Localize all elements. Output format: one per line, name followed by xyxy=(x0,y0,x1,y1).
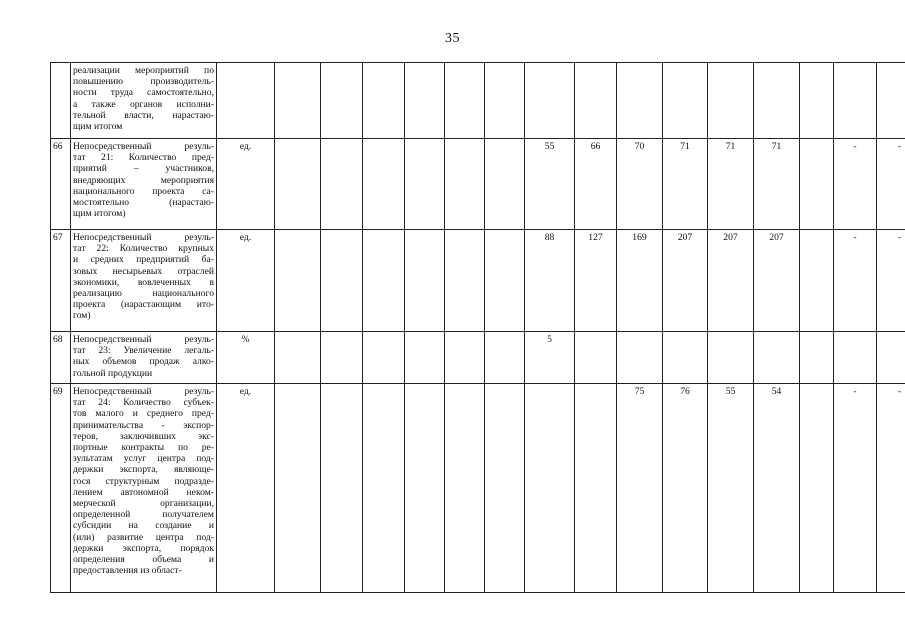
indicator-name-line: зультатам услуг центра под- xyxy=(73,453,214,465)
page-number: 35 xyxy=(445,31,460,46)
value-cell xyxy=(445,139,485,230)
value-cell xyxy=(834,63,877,139)
indicator-name-line: Непосредственный резуль- xyxy=(73,232,214,243)
value-cell: 207 xyxy=(663,230,708,332)
value-cell xyxy=(800,230,834,332)
indicator-name-line: Непосредственный резуль- xyxy=(73,386,214,397)
value-cell xyxy=(617,332,663,384)
indicator-name-cell xyxy=(71,139,217,230)
value-cell: 55 xyxy=(525,139,575,230)
value-cell xyxy=(617,63,663,139)
value-cell: 76 xyxy=(663,384,708,593)
value-cell: 55 xyxy=(708,384,754,593)
value-cell xyxy=(445,63,485,139)
indicator-name-line: реализацию национального xyxy=(73,288,214,300)
value-cell xyxy=(663,332,708,384)
indicator-name-line: внедряющих мероприятия xyxy=(73,174,214,186)
value-cell: 71 xyxy=(754,139,800,230)
value-cell xyxy=(445,230,485,332)
value-cell: 70 xyxy=(617,139,663,230)
indicator-name-line: держки экспорта, являюще- xyxy=(73,464,214,476)
value-cell xyxy=(321,230,363,332)
value-cell: 127 xyxy=(575,230,617,332)
value-cell xyxy=(708,332,754,384)
value-cell xyxy=(800,332,834,384)
indicator-name-line: национального проекта са- xyxy=(73,185,214,197)
value-cell: - xyxy=(877,384,905,593)
value-cell: 207 xyxy=(708,230,754,332)
indicator-name-line: Непосредственный резуль- xyxy=(73,141,214,152)
indicator-name-line: принимательства - экспор- xyxy=(73,419,214,431)
unit-cell: ед. xyxy=(217,139,275,230)
value-cell xyxy=(525,63,575,139)
value-cell: - xyxy=(877,230,905,332)
value-cell xyxy=(575,384,617,593)
table-row xyxy=(51,63,905,139)
indicator-name-line: тат 21: Количество пред- xyxy=(73,152,214,164)
indicator-name-line: проекта (нарастающим ито- xyxy=(73,299,214,311)
indicator-name-cell xyxy=(71,332,217,384)
table-row xyxy=(51,230,905,332)
indicator-name-line: держки экспорта, порядок xyxy=(73,542,214,554)
value-cell: 54 xyxy=(754,384,800,593)
indicator-name-line: зовых несырьевых отраслей xyxy=(73,265,214,277)
value-cell xyxy=(800,384,834,593)
value-cell xyxy=(275,384,321,593)
row-number-cell: 68 xyxy=(51,332,71,384)
value-cell xyxy=(800,63,834,139)
value-cell xyxy=(877,332,905,384)
indicator-name-line: портные контракты по ре- xyxy=(73,442,214,454)
value-cell xyxy=(405,230,445,332)
indicator-name-line: и средних предприятий ба- xyxy=(73,254,214,266)
indicator-name-cell xyxy=(71,63,217,139)
value-cell xyxy=(363,139,405,230)
value-cell xyxy=(445,384,485,593)
value-cell: - xyxy=(834,230,877,332)
value-cell xyxy=(363,230,405,332)
value-cell: - xyxy=(877,139,905,230)
unit-cell: % xyxy=(217,332,275,384)
indicator-name-line: щим итогом xyxy=(73,121,123,133)
value-cell xyxy=(575,332,617,384)
value-cell xyxy=(275,139,321,230)
indicator-name-line: тельной власти, нарастаю- xyxy=(73,109,214,121)
indicator-name-line: гося структурным подразде- xyxy=(73,475,214,487)
value-cell: 71 xyxy=(708,139,754,230)
value-cell: - xyxy=(834,139,877,230)
value-cell xyxy=(405,332,445,384)
value-cell: 88 xyxy=(525,230,575,332)
row-number-cell: 67 xyxy=(51,230,71,332)
indicator-name-line: лением автономной неком- xyxy=(73,486,214,498)
value-cell: 207 xyxy=(754,230,800,332)
value-cell xyxy=(321,139,363,230)
value-cell xyxy=(485,332,525,384)
indicator-name-line: а также органов исполни- xyxy=(73,98,214,110)
value-cell xyxy=(834,332,877,384)
indicator-name-line: мерческой организации, xyxy=(73,498,214,510)
value-cell xyxy=(754,332,800,384)
table-row xyxy=(51,332,905,384)
indicator-name-line: мостоятельно (нарастаю- xyxy=(73,197,214,209)
row-number-cell: 69 xyxy=(51,384,71,593)
indicator-name-line: (или) развитие центра под- xyxy=(73,531,214,543)
indicator-name-line: определенной получателем xyxy=(73,509,214,521)
indicators-table xyxy=(50,62,905,593)
value-cell xyxy=(485,384,525,593)
value-cell xyxy=(363,63,405,139)
value-cell xyxy=(275,230,321,332)
indicator-name-line: теров, заключивших экс- xyxy=(73,430,214,442)
row-number-cell: 66 xyxy=(51,139,71,230)
value-cell xyxy=(708,63,754,139)
indicator-name-line: предоставления из област- xyxy=(73,565,182,577)
value-cell xyxy=(800,139,834,230)
value-cell xyxy=(363,332,405,384)
value-cell xyxy=(485,63,525,139)
value-cell xyxy=(321,332,363,384)
indicator-name-line: ности труда самостоятельно, xyxy=(73,87,214,99)
indicator-name-line: экономики, вовлеченных в xyxy=(73,276,214,288)
value-cell xyxy=(445,332,485,384)
value-cell xyxy=(485,139,525,230)
indicator-name-line: тат 23: Увеличение легаль- xyxy=(73,345,214,357)
value-cell xyxy=(405,139,445,230)
table-row xyxy=(51,384,905,593)
indicator-name-line: гом) xyxy=(73,310,91,322)
value-cell xyxy=(275,63,321,139)
indicator-name-line: субсидии на создание и xyxy=(73,520,214,532)
unit-cell xyxy=(217,63,275,139)
value-cell: 169 xyxy=(617,230,663,332)
value-cell xyxy=(877,63,905,139)
value-cell xyxy=(405,63,445,139)
indicator-name-line: определения объема и xyxy=(73,554,214,566)
value-cell: 75 xyxy=(617,384,663,593)
value-cell xyxy=(575,63,617,139)
indicator-name-cell xyxy=(71,230,217,332)
value-cell xyxy=(525,384,575,593)
indicator-name-line: тат 24: Количество субъек- xyxy=(73,397,214,409)
value-cell xyxy=(363,384,405,593)
indicator-name-line: щим итогом) xyxy=(73,208,126,220)
value-cell xyxy=(485,230,525,332)
indicator-name-line: тов малого и среднего пред- xyxy=(73,408,214,420)
indicator-name-line: ных объемов продаж алко- xyxy=(73,356,214,368)
value-cell: 66 xyxy=(575,139,617,230)
indicator-name-line: повышению производитель- xyxy=(73,76,214,88)
indicator-name-line: приятий – участников, xyxy=(73,163,214,175)
value-cell xyxy=(754,63,800,139)
value-cell: - xyxy=(834,384,877,593)
indicator-name-line: реализации мероприятий по xyxy=(73,65,214,76)
value-cell: 5 xyxy=(525,332,575,384)
table-row xyxy=(51,139,905,230)
row-number-cell xyxy=(51,63,71,139)
value-cell xyxy=(321,63,363,139)
unit-cell: ед. xyxy=(217,230,275,332)
value-cell xyxy=(663,63,708,139)
value-cell xyxy=(405,384,445,593)
indicator-name-line: гольной продукции xyxy=(73,367,153,379)
indicator-name-line: тат 22: Количество крупных xyxy=(73,243,214,255)
value-cell xyxy=(275,332,321,384)
unit-cell: ед. xyxy=(217,384,275,593)
value-cell xyxy=(321,384,363,593)
indicator-name-line: Непосредственный резуль- xyxy=(73,334,214,345)
value-cell: 71 xyxy=(663,139,708,230)
indicator-name-cell xyxy=(71,384,217,593)
